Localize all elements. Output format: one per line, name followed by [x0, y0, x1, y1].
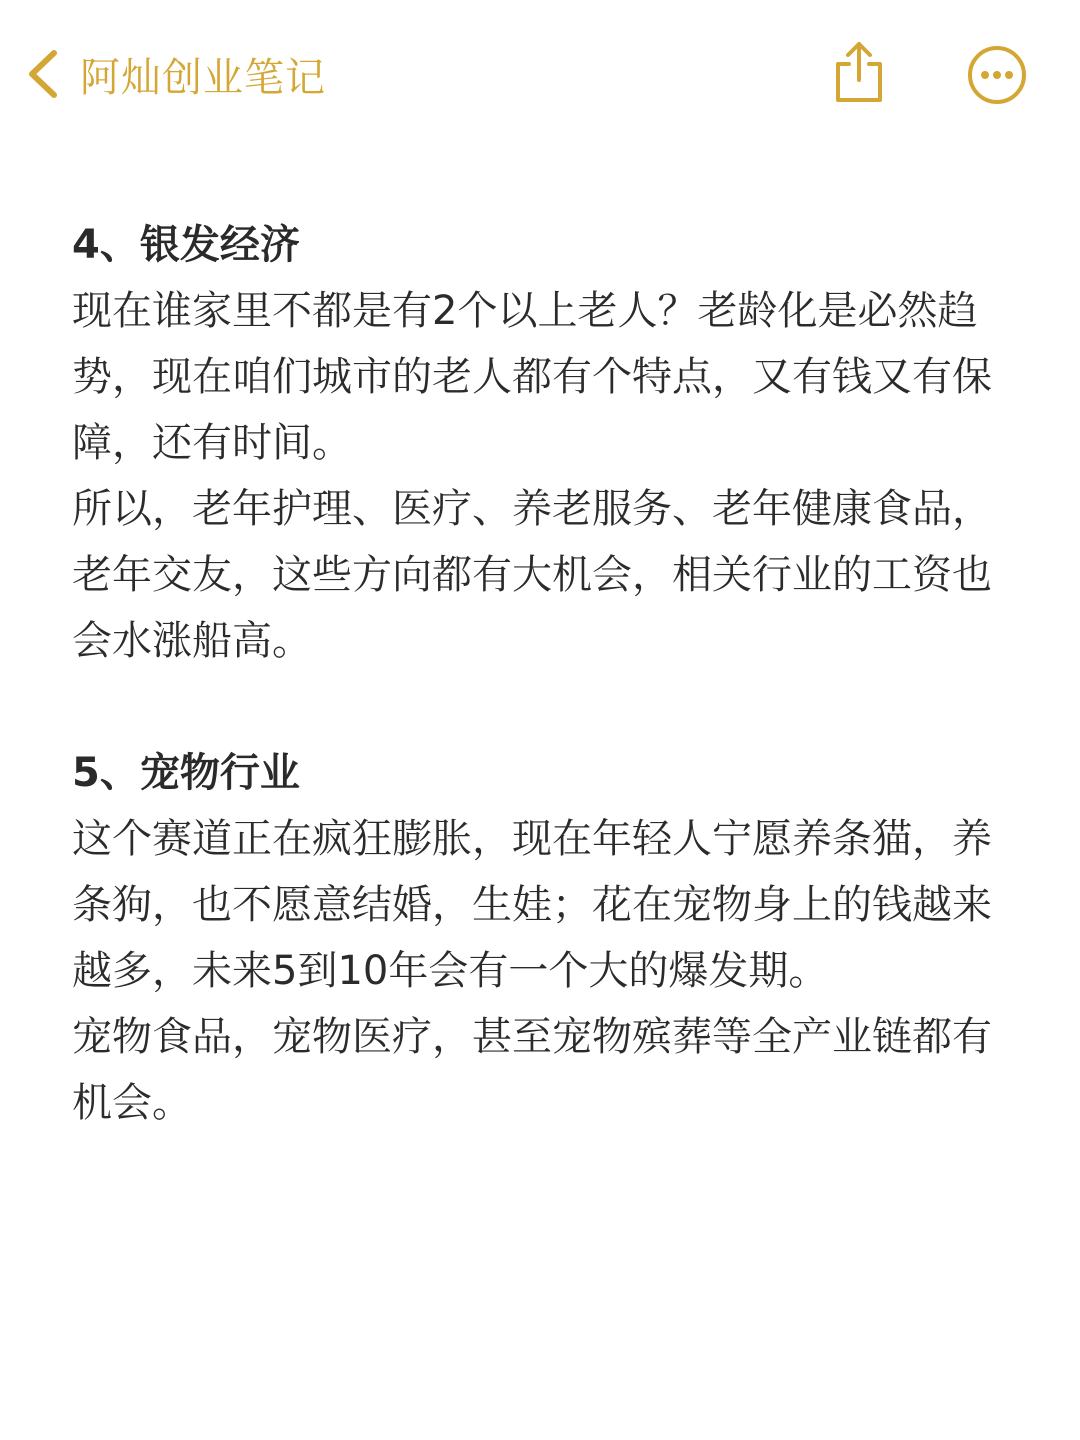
- note-content: [72, 212, 1022, 1202]
- section-heading: 4、银发经济: [72, 222, 300, 268]
- more-button[interactable]: [966, 44, 1028, 106]
- section-paragraph: 这个赛道正在疯狂膨胀，现在年轻人宁愿养条猫，养条狗，也不愿意结婚，生娃；花在宠物身上的钱越来越多，未来5到10年会有一个大的爆发期。: [72, 816, 992, 994]
- share-button[interactable]: [830, 40, 888, 104]
- chevron-left-icon: [26, 49, 60, 99]
- section-paragraph: 现在谁家里不都是有2个以上老人？老龄化是必然趋势，现在咱们城市的老人都有个特点，又有钱又有保障，还有时间。: [72, 288, 992, 466]
- share-icon: [830, 40, 888, 104]
- section-paragraph: 宠物食品，宠物医疗，甚至宠物殡葬等全产业链都有机会。: [72, 1014, 992, 1126]
- more-icon: [966, 44, 1028, 106]
- back-button-label: 阿灿创业笔记: [80, 54, 326, 101]
- section-paragraph: 所以，老年护理、医疗、养老服务、老年健康食品，老年交友，这些方向都有大机会，相关行业的工资也会水涨船高。: [72, 486, 992, 664]
- section-heading: 5、宠物行业: [72, 750, 300, 796]
- navigation-bar: [0, 0, 1080, 150]
- section-pet-industry: [72, 740, 1022, 1136]
- back-button[interactable]: [26, 42, 326, 106]
- section-silver-economy: [72, 212, 1022, 674]
